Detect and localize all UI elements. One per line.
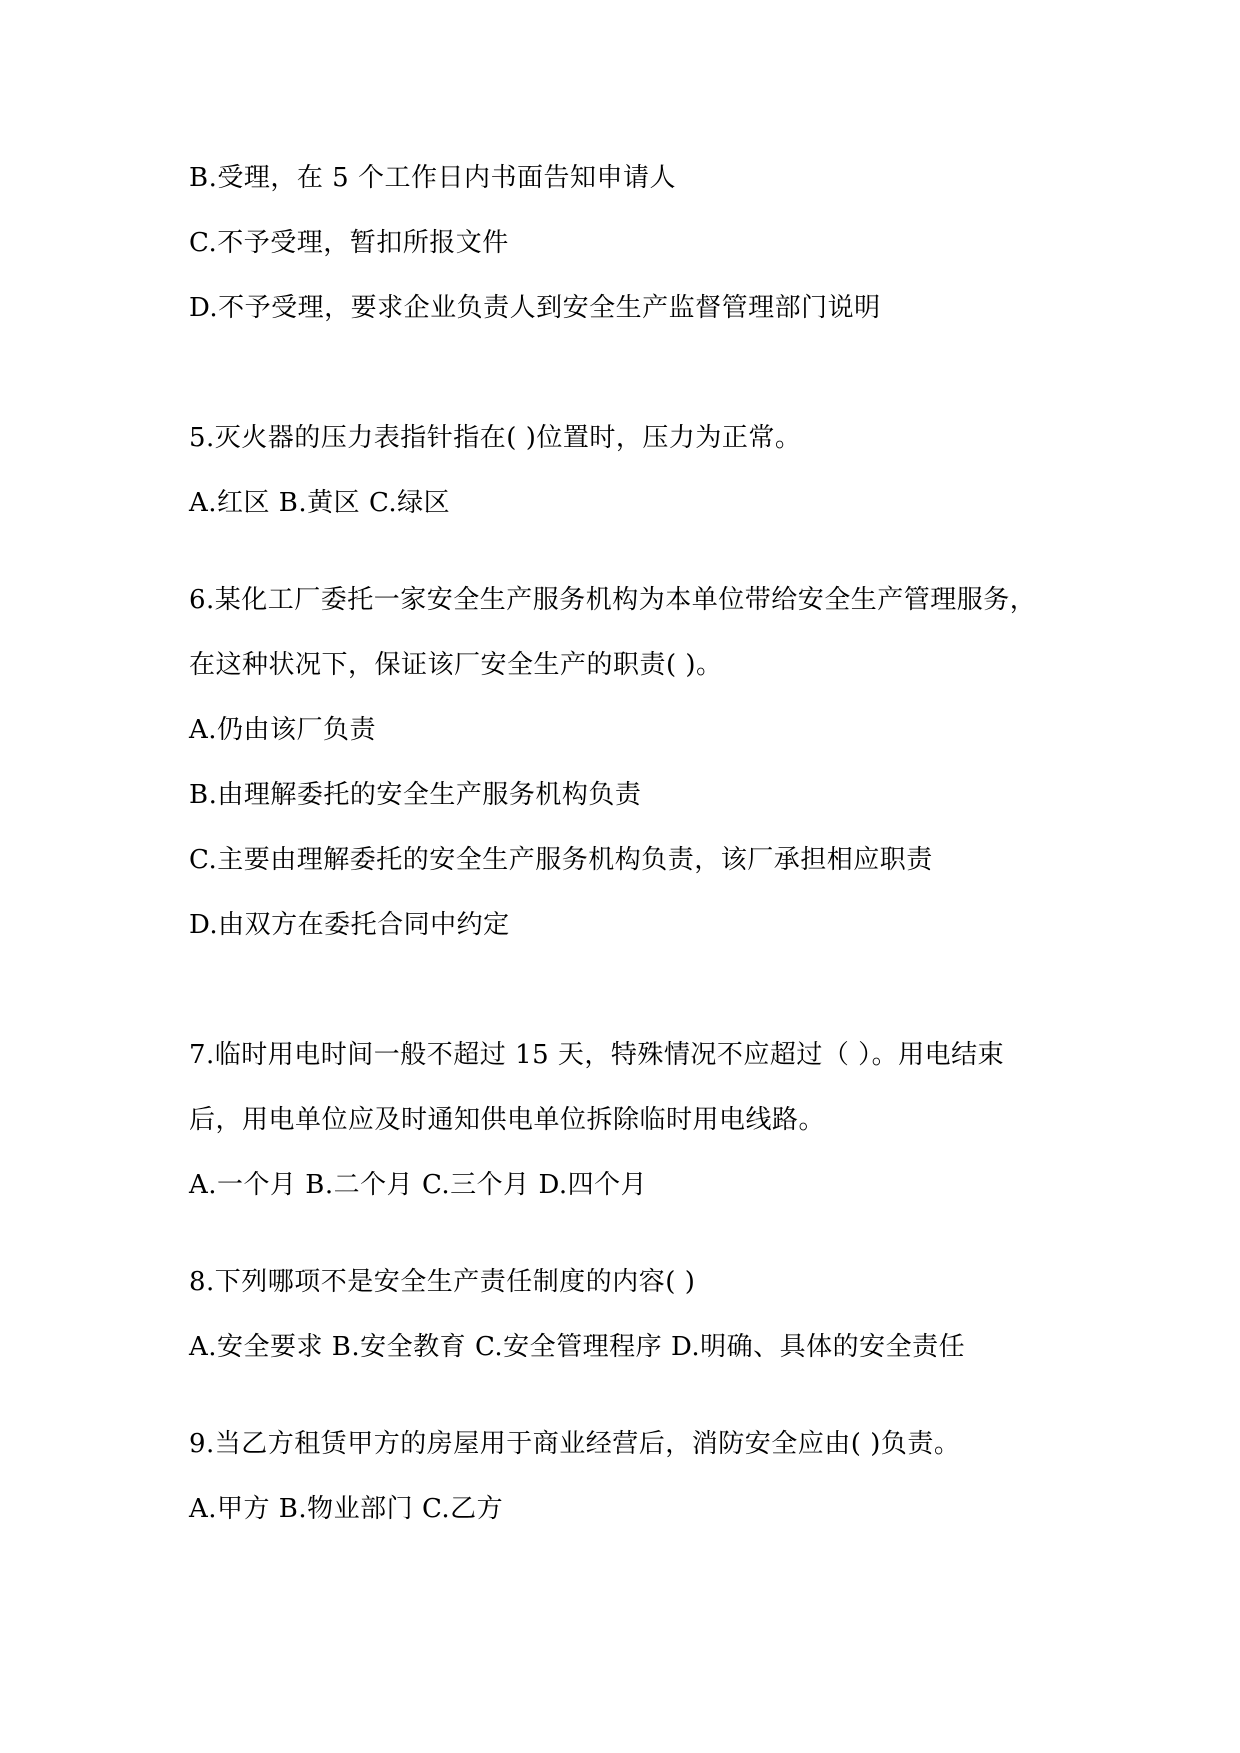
q9-options: A.甲方 B.物业部门 C.乙方 — [189, 1494, 504, 1524]
q4-option-b: B.受理，在 5 个工作日内书面告知申请人 — [189, 163, 676, 193]
q7-options: A.一个月 B.二个月 C.三个月 D.四个月 — [189, 1170, 648, 1200]
q6-option-b: B.由理解委托的安全生产服务机构负责 — [189, 780, 642, 810]
q6-question-line-1: 6.某化工厂委托一家安全生产服务机构为本单位带给安全生产管理服务， — [189, 585, 1037, 615]
q5-question: 5.灭火器的压力表指针指在( )位置时，压力为正常。 — [189, 423, 802, 453]
q8-options: A.安全要求 B.安全教育 C.安全管理程序 D.明确、具体的安全责任 — [189, 1332, 966, 1362]
q7-question-line-1: 7.临时用电时间一般不超过 15 天，特殊情况不应超过（ ）。用电结束 — [189, 1040, 1005, 1070]
q8-question: 8.下列哪项不是安全生产责任制度的内容( ) — [189, 1267, 696, 1297]
q6-option-d: D.由双方在委托合同中约定 — [189, 910, 510, 940]
q6-option-c: C.主要由理解委托的安全生产服务机构负责，该厂承担相应职责 — [189, 845, 933, 875]
q6-question-line-2: 在这种状况下，保证该厂安全生产的职责( )。 — [189, 650, 723, 680]
q9-question: 9.当乙方租赁甲方的房屋用于商业经营后，消防安全应由( )负责。 — [189, 1429, 961, 1459]
q4-option-d: D.不予受理，要求企业负责人到安全生产监督管理部门说明 — [189, 293, 881, 323]
q6-option-a: A.仍由该厂负责 — [189, 715, 377, 745]
q5-options: A.红区 B.黄区 C.绿区 — [189, 488, 451, 518]
q4-option-c: C.不予受理，暂扣所报文件 — [189, 228, 509, 258]
q7-question-line-2: 后，用电单位应及时通知供电单位拆除临时用电线路。 — [189, 1105, 826, 1135]
